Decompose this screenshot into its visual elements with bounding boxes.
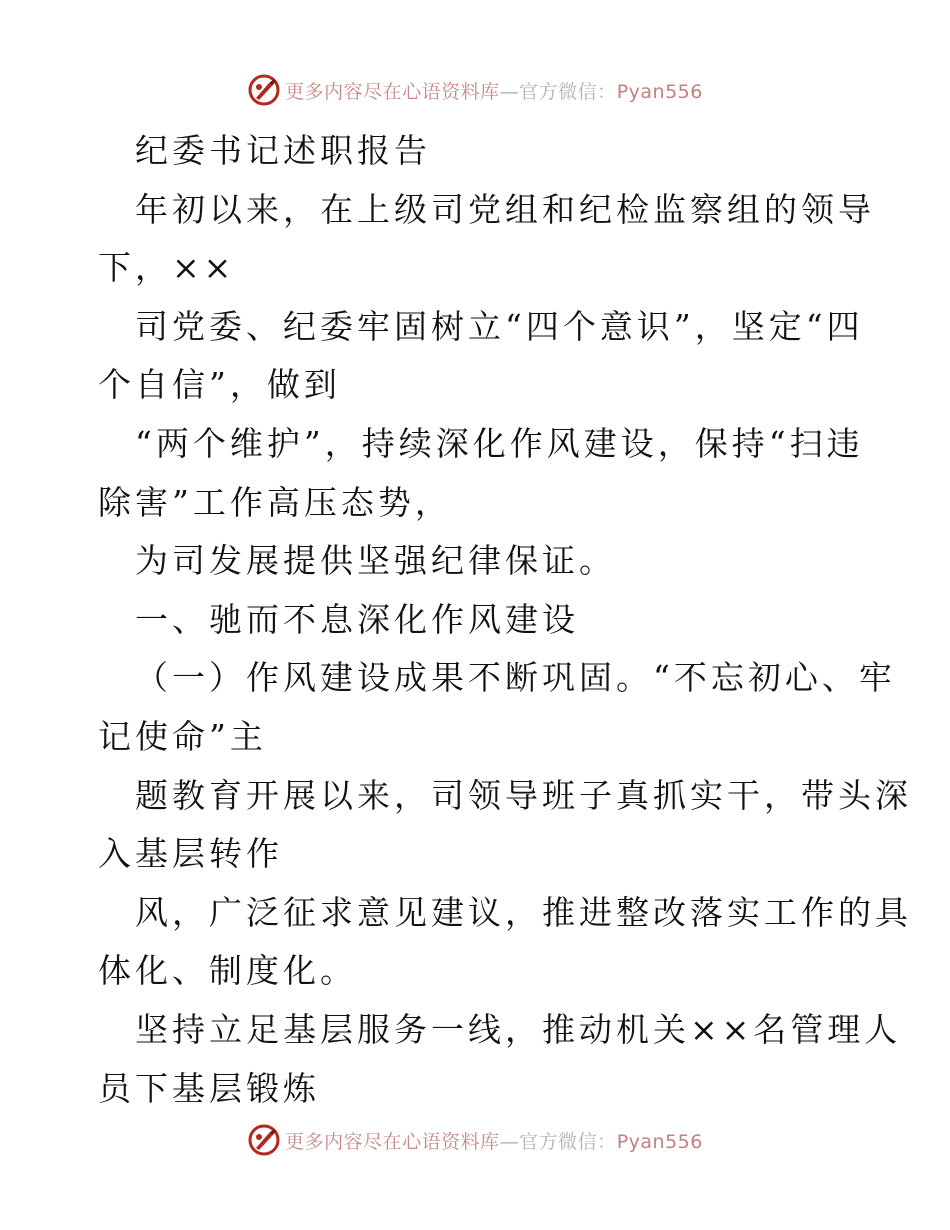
paragraph-line: 年初以来，在上级司党组和纪检监察组的领导 bbox=[135, 189, 875, 229]
pen-logo-icon bbox=[247, 73, 281, 107]
footer-watermark bbox=[0, 1120, 950, 1160]
paragraph-line: 为司发展提供坚强纪律保证。 bbox=[135, 541, 616, 581]
subsection-heading: （一）作风建设成果不断巩固。“不忘初心、牢 bbox=[135, 658, 896, 698]
footer-brand-text: 更多内容尽在心语资料库—官方微信：Pyan556 bbox=[285, 1130, 703, 1153]
paragraph-line: 坚持立足基层服务一线，推动机关××名管理人 bbox=[135, 1009, 902, 1049]
paragraph-line: 风，广泛征求意见建议，推进整改落实工作的具 bbox=[135, 892, 912, 932]
paragraph-line: 体化、制度化。 bbox=[98, 951, 357, 991]
paragraph-line: 入基层转作 bbox=[98, 834, 283, 874]
paragraph-line: 司党委、纪委牢固树立“四个意识”，坚定“四 bbox=[135, 306, 864, 346]
document-title: 纪委书记述职报告 bbox=[135, 131, 431, 170]
header-watermark bbox=[0, 70, 950, 110]
paragraph-line: 下，×× bbox=[98, 248, 236, 288]
section-heading: 一、驰而不息深化作风建设 bbox=[135, 599, 579, 639]
paragraph-line: 记使命”主 bbox=[98, 716, 267, 756]
header-brand-text: 更多内容尽在心语资料库—官方微信：Pyan556 bbox=[285, 80, 703, 103]
paragraph-line: 员下基层锻炼 bbox=[98, 1068, 320, 1108]
paragraph-line: 除害”工作高压态势， bbox=[98, 482, 452, 522]
paragraph-line: 个自信”，做到 bbox=[98, 365, 341, 405]
paragraph-line: 题教育开展以来，司领导班子真抓实干，带头深 bbox=[135, 775, 912, 815]
pen-logo-icon bbox=[247, 1123, 281, 1157]
document-body bbox=[98, 122, 912, 1118]
paragraph-line: “两个维护”，持续深化作风建设，保持“扫违 bbox=[135, 423, 864, 463]
